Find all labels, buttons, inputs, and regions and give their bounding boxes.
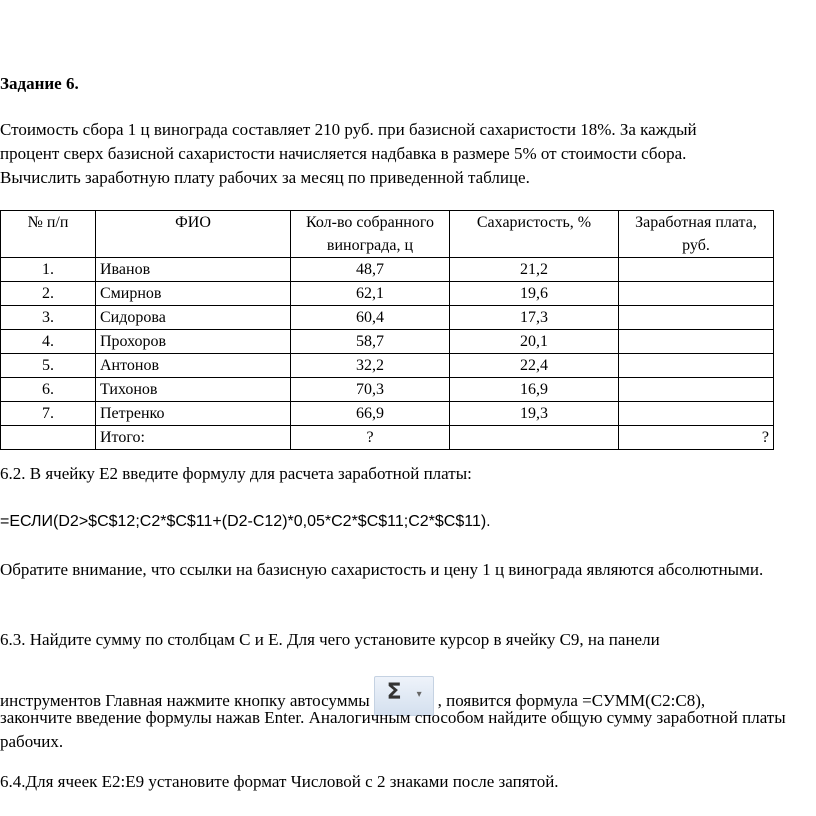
cell-pay: [619, 402, 774, 426]
formula-text: =ЕСЛИ(D2>$C$12;C2*$C$11+(D2-C12)*0,05*C2*$C$11;C2*$C$11).: [0, 513, 491, 530]
intro-line: процент сверх базисной сахаристости начисляется надбавка в размере 5% от стоимости сбора.: [0, 144, 687, 163]
cell-pay: [619, 306, 774, 330]
cell-pay: [619, 354, 774, 378]
sigma-icon: Σ ▾: [374, 676, 434, 716]
cell-sugar: 22,4: [450, 354, 619, 378]
cell-quantity: 66,9: [291, 402, 450, 426]
cell-name: Тихонов: [96, 378, 291, 402]
cell-quantity: 32,2: [291, 354, 450, 378]
step-6-4: 6.4.Для ячеек Е2:Е9 установите формат Числовой с 2 знаками после запятой.: [0, 772, 559, 791]
cell-total-quantity: ?: [291, 426, 450, 450]
chevron-down-icon: ▾: [416, 689, 422, 700]
cell-sugar: 16,9: [450, 378, 619, 402]
cell-number: [1, 426, 96, 450]
cell-number: 2.: [1, 282, 96, 306]
table-row: [1, 306, 774, 330]
table-row: [1, 354, 774, 378]
table-row: [1, 378, 774, 402]
table-row: [1, 330, 774, 354]
step-6-3-text-before: инструментов Главная нажмите кнопку автосуммы: [0, 690, 370, 710]
header-number: № п/п: [1, 211, 96, 258]
cell-number: 3.: [1, 306, 96, 330]
cell-number: 7.: [1, 402, 96, 426]
cell-pay: [619, 282, 774, 306]
table-total-row: [1, 426, 774, 450]
cell-pay: [619, 330, 774, 354]
cell-name: Смирнов: [96, 282, 291, 306]
cell-quantity: 58,7: [291, 330, 450, 354]
cell-number: 1.: [1, 258, 96, 282]
header-sugar: Сахаристость, %: [450, 211, 619, 258]
cell-sugar: 19,3: [450, 402, 619, 426]
table-row: [1, 282, 774, 306]
task-intro: [0, 118, 800, 190]
cell-sugar: 20,1: [450, 330, 619, 354]
cell-name: Иванов: [96, 258, 291, 282]
cell-pay: [619, 258, 774, 282]
step-6-3-line1: 6.3. Найдите сумму по столбцам С и Е. Для чего установите курсор в ячейку С9, на панели: [0, 630, 660, 649]
header-pay: Заработная плата, руб.: [619, 211, 774, 258]
header-quantity: Кол-во собранного винограда, ц: [291, 211, 450, 258]
step-6-3-line3: закончите введение формулы нажав Enter. Аналогичным способом найдите общую сумму заработной платы рабочих.: [0, 708, 786, 751]
task-title: Задание 6.: [0, 74, 79, 93]
cell-quantity: 60,4: [291, 306, 450, 330]
cell-total-label: Итого:: [96, 426, 291, 450]
cell-sugar: 21,2: [450, 258, 619, 282]
cell-number: 6.: [1, 378, 96, 402]
intro-line: Вычислить заработную плату рабочих за месяц по приведенной таблице.: [0, 168, 530, 187]
step-6-2: 6.2. В ячейку Е2 введите формулу для расчета заработной платы:: [0, 464, 472, 483]
cell-quantity: 62,1: [291, 282, 450, 306]
absolute-reference-note: Обратите внимание, что ссылки на базисную сахаристость и цену 1 ц винограда являются абсолютными.: [0, 560, 764, 579]
intro-line: Стоимость сбора 1 ц винограда составляет 210 руб. при базисной сахаристости 18%. За каждый: [0, 120, 697, 139]
cell-sugar: 19,6: [450, 282, 619, 306]
cell-name: Прохоров: [96, 330, 291, 354]
step-6-3-text-after: , появится формула =СУММ(С2:С8),: [437, 690, 706, 710]
table-row: [1, 402, 774, 426]
cell-sugar: 17,3: [450, 306, 619, 330]
cell-pay: [619, 378, 774, 402]
table-row: [1, 258, 774, 282]
cell-name: Сидорова: [96, 306, 291, 330]
header-name: ФИО: [96, 211, 291, 258]
table-header-row: [1, 211, 774, 258]
cell-quantity: 48,7: [291, 258, 450, 282]
cell-name: Петренко: [96, 402, 291, 426]
cell-name: Антонов: [96, 354, 291, 378]
cell-sugar: [450, 426, 619, 450]
cell-quantity: 70,3: [291, 378, 450, 402]
cell-number: 5.: [1, 354, 96, 378]
cell-number: 4.: [1, 330, 96, 354]
cell-total-pay: ?: [619, 426, 774, 450]
wage-table: [0, 210, 774, 450]
